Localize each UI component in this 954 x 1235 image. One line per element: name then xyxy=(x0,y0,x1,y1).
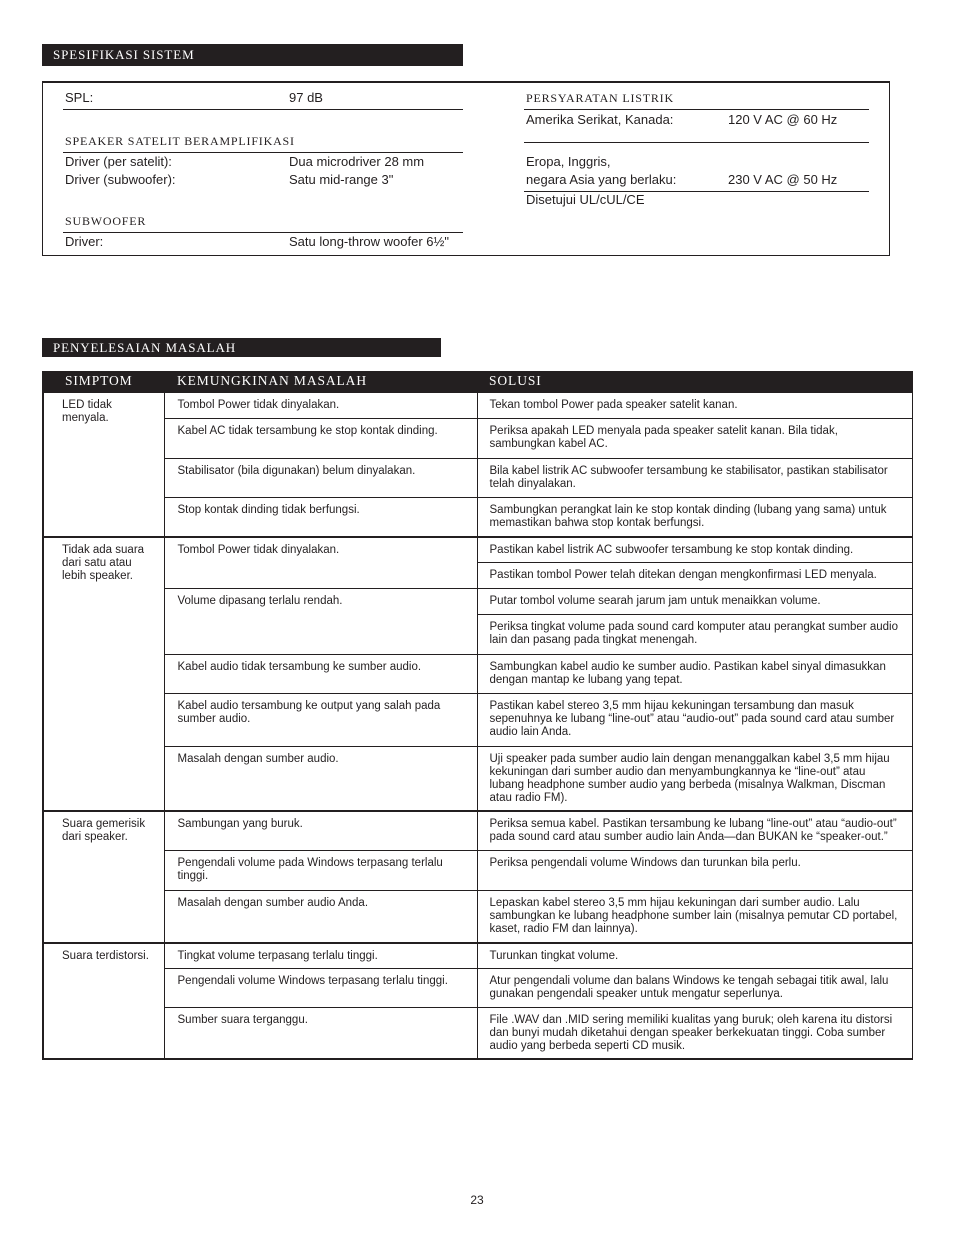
divider xyxy=(63,109,463,110)
solution-cell: Uji speaker pada sumber audio lain dengan menanggalkan kabel 3,5 mm hijau kekuningan dari sumber audio dan menyambungkannya ke “line-out” atau lubang headphone sumber audio yang berbeda (misalnya Walkman, Discman atau radio FM). xyxy=(477,746,912,811)
spec-value: 230 V AC @ 50 Hz xyxy=(728,172,838,187)
solution-cell: Pastikan kabel stereo 3,5 mm hijau kekuningan tersambung dan masuk sepenuhnya ke lubang “line-out” atau “audio-out” pada sound card atau sumber audio lain Anda. xyxy=(477,693,912,746)
column-header-solution: SOLUSI xyxy=(477,371,912,392)
page-number: 23 xyxy=(470,1193,484,1207)
table-row xyxy=(43,811,912,850)
column-header-problem: KEMUNGKINAN MASALAH xyxy=(164,371,477,392)
symptom-cell: Suara gemerisik dari speaker. xyxy=(43,811,164,943)
symptom-cell: Suara terdistorsi. xyxy=(43,943,164,1059)
divider xyxy=(524,142,869,143)
spec-value: 120 V AC @ 60 Hz xyxy=(728,112,838,127)
problem-cell: Volume dipasang terlalu rendah. xyxy=(164,588,477,654)
spl-label: SPL: xyxy=(65,90,94,105)
problem-cell: Tombol Power tidak dinyalakan. xyxy=(164,392,477,418)
spl-value: 97 dB xyxy=(289,90,323,105)
troubleshooting-title-bar: PENYELESAIAN MASALAH xyxy=(42,338,441,357)
table-row xyxy=(43,497,912,537)
problem-cell: Sambungan yang buruk. xyxy=(164,811,477,850)
divider xyxy=(524,109,869,110)
table-row xyxy=(43,968,912,1007)
solution-cell: Pastikan tombol Power telah ditekan dengan mengkonfirmasi LED menyala. xyxy=(477,562,912,588)
symptom-cell: LED tidak menyala. xyxy=(43,392,164,537)
column-header-symptom: SIMPTOM xyxy=(43,371,164,392)
table-row xyxy=(43,943,912,968)
problem-cell: Sumber suara terganggu. xyxy=(164,1007,477,1059)
spec-value: Dua microdriver 28 mm xyxy=(289,154,425,169)
table-header-row xyxy=(43,371,912,392)
problem-cell: Pengendali volume pada Windows terpasang terlalu tinggi. xyxy=(164,850,477,890)
solution-cell: Putar tombol volume searah jarum jam untuk menaikkan volume. xyxy=(477,588,912,614)
table-row xyxy=(43,654,912,693)
solution-cell: Pastikan kabel listrik AC subwoofer tersambung ke stop kontak dinding. xyxy=(477,537,912,562)
approval-text: Disetujui UL/cUL/CE xyxy=(526,192,645,207)
spec-value: Satu long-throw woofer 6½" xyxy=(289,234,449,249)
table-row xyxy=(43,588,912,614)
table-row xyxy=(43,392,912,418)
solution-cell: Lepaskan kabel stereo 3,5 mm hijau kekuningan dari sumber audio. Lalu sambungkan ke lubang headphone sumber lain (misalnya pemutar CD portabel, kaset, radio FM dan lainnya). xyxy=(477,890,912,943)
table-row xyxy=(43,458,912,497)
table-row xyxy=(43,890,912,943)
spec-label: negara Asia yang berlaku: xyxy=(526,172,677,187)
table-row xyxy=(43,850,912,890)
spec-label: Eropa, Inggris, xyxy=(526,154,611,169)
solution-cell: Tekan tombol Power pada speaker satelit kanan. xyxy=(477,392,912,418)
solution-cell: Periksa semua kabel. Pastikan tersambung ke lubang “line-out” atau “audio-out” pada sound card atau sumber audio lain Anda—dan BUKAN ke “speaker-out.” xyxy=(477,811,912,850)
specs-title-bar: SPESIFIKASI SISTEM xyxy=(42,44,463,66)
solution-cell: Periksa tingkat volume pada sound card komputer atau perangkat sumber audio lain dan pasang pada tingkat menengah. xyxy=(477,614,912,654)
spec-value: Satu mid-range 3" xyxy=(289,172,394,187)
spec-label: Amerika Serikat, Kanada: xyxy=(526,112,674,127)
spec-label: Driver (per satelit): xyxy=(65,154,172,169)
problem-cell: Masalah dengan sumber audio Anda. xyxy=(164,890,477,943)
troubleshooting-table xyxy=(42,371,913,1060)
solution-cell: File .WAV dan .MID sering memiliki kualitas yang buruk; oleh karena itu distorsi dan bunyi mudah diketahui dengan speaker berkekuatan tinggi. Coba sumber audio yang berbeda seperti CD musik. xyxy=(477,1007,912,1059)
table-row xyxy=(43,537,912,562)
spec-label: Driver (subwoofer): xyxy=(65,172,176,187)
table-row xyxy=(43,418,912,458)
problem-cell: Stabilisator (bila digunakan) belum dinyalakan. xyxy=(164,458,477,497)
solution-cell: Atur pengendali volume dan balans Windows ke tengah sebagai titik awal, lalu gunakan pengendali speaker untuk mengatur seperlunya. xyxy=(477,968,912,1007)
spec-label: Driver: xyxy=(65,234,104,249)
table-row xyxy=(43,693,912,746)
problem-cell: Tombol Power tidak dinyalakan. xyxy=(164,537,477,588)
symptom-cell: Tidak ada suara dari satu atau lebih speaker. xyxy=(43,537,164,811)
problem-cell: Kabel AC tidak tersambung ke stop kontak dinding. xyxy=(164,418,477,458)
problem-cell: Kabel audio tidak tersambung ke sumber audio. xyxy=(164,654,477,693)
solution-cell: Sambungkan kabel audio ke sumber audio. Pastikan kabel sinyal dimasukkan dengan mantap ke lubang yang tepat. xyxy=(477,654,912,693)
satellite-heading: SPEAKER SATELIT BERAMPLIFIKASI xyxy=(65,134,295,148)
table-row xyxy=(43,1007,912,1059)
power-heading: PERSYARATAN LISTRIK xyxy=(526,91,674,105)
solution-cell: Turunkan tingkat volume. xyxy=(477,943,912,968)
solution-cell: Bila kabel listrik AC subwoofer tersambung ke stabilisator, pastikan stabilisator telah dinyalakan. xyxy=(477,458,912,497)
problem-cell: Tingkat volume terpasang terlalu tinggi. xyxy=(164,943,477,968)
table-row xyxy=(43,746,912,811)
divider xyxy=(63,152,463,153)
divider xyxy=(63,232,463,233)
problem-cell: Masalah dengan sumber audio. xyxy=(164,746,477,811)
problem-cell: Kabel audio tersambung ke output yang salah pada sumber audio. xyxy=(164,693,477,746)
subwoofer-heading: SUBWOOFER xyxy=(65,214,147,228)
problem-cell: Stop kontak dinding tidak berfungsi. xyxy=(164,497,477,537)
solution-cell: Periksa pengendali volume Windows dan turunkan bila perlu. xyxy=(477,850,912,890)
solution-cell: Sambungkan perangkat lain ke stop kontak dinding (lubang yang sama) untuk memastikan bahwa stop kontak berfungsi. xyxy=(477,497,912,537)
problem-cell: Pengendali volume Windows terpasang terlalu tinggi. xyxy=(164,968,477,1007)
solution-cell: Periksa apakah LED menyala pada speaker satelit kanan. Bila tidak, sambungkan kabel AC. xyxy=(477,418,912,458)
